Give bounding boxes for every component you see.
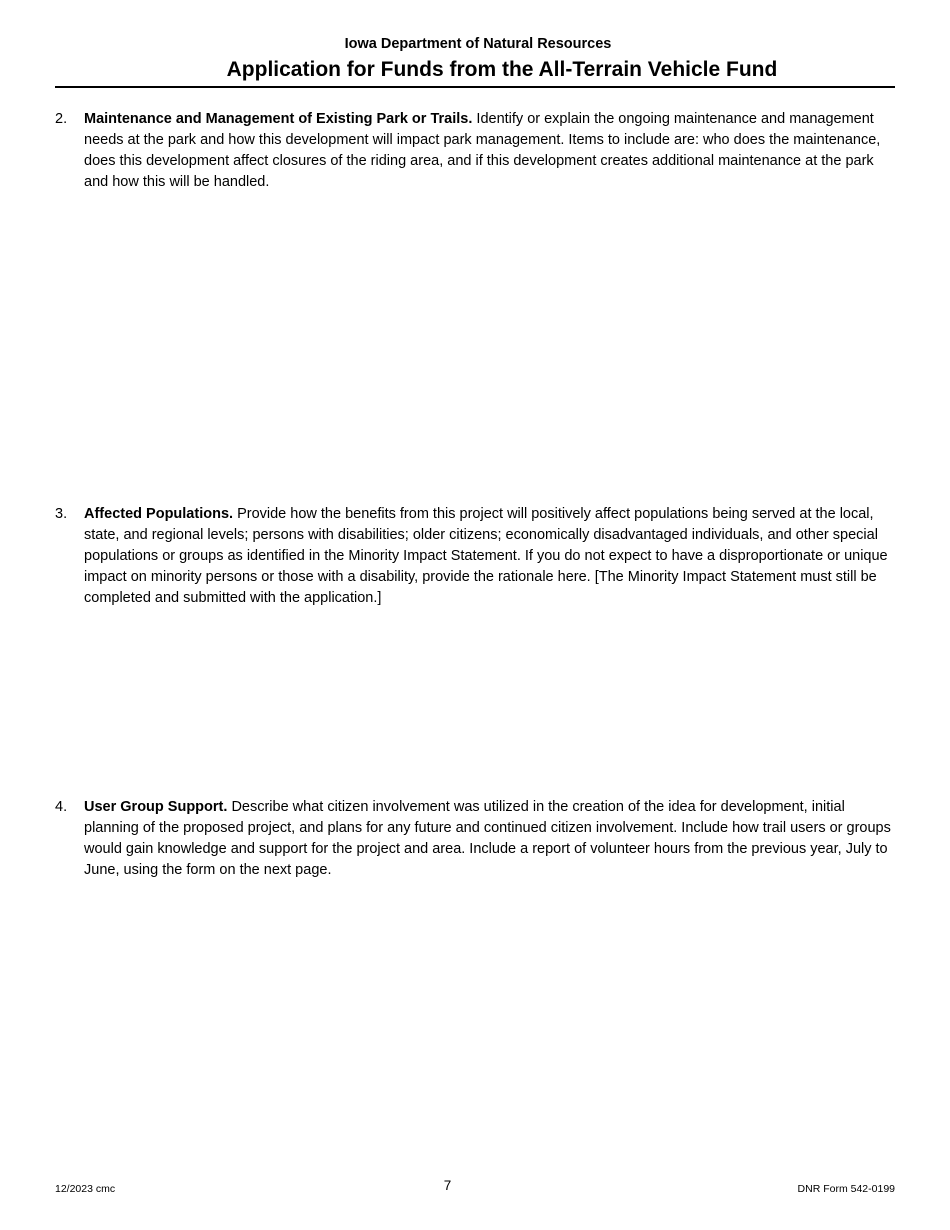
header-divider <box>55 86 895 88</box>
footer-form-id: DNR Form 542-0199 <box>797 1183 895 1195</box>
section-affected-populations <box>55 504 895 609</box>
section-text: Identify or explain the ongoing maintenance and management needs at the park and how this development will impact park management. Items to include are: who does the maintenance, does this development affect closures of the riding area, and if this development creates additional maintenance at the park and how this will be handled. <box>84 111 881 190</box>
section-text: Provide how the benefits from this project will positively affect populations being served at the local, state, and regional levels; persons with disabilities; older citizens; economically disadvantaged individuals, and other special populations or groups as identified in the Minority Impact Statement. If you do not expect to have a disproportionate or unique impact on minority persons or those with a disability, provide the rationale here. [The Minority Impact Statement must still be completed and submitted with the application.] <box>84 506 888 606</box>
section-number: 4. <box>55 799 68 815</box>
section-heading: Maintenance and Management of Existing Park or Trails. <box>84 111 473 127</box>
footer-revision: 12/2023 cmc <box>55 1183 116 1195</box>
section-heading: Affected Populations. <box>84 506 234 522</box>
section-body <box>84 504 895 609</box>
section-body <box>84 797 895 881</box>
page-title: Application for Funds from the All-Terrain Vehicle Fund <box>226 58 778 81</box>
section-number: 2. <box>55 111 68 127</box>
section-body <box>84 109 895 193</box>
section-heading: User Group Support. <box>84 799 228 815</box>
page-number: 7 <box>443 1178 452 1193</box>
section-text: Describe what citizen involvement was utilized in the creation of the idea for development, initial planning of the proposed project, and plans for any future and continued citizen involvement. Include how trail users or groups would gain knowledge and support for the project and area. Include a report of volunteer hours from the previous year, July to June, using the form on the next page. <box>84 799 891 878</box>
section-number: 3. <box>55 506 68 522</box>
section-maintenance-management <box>55 109 895 193</box>
agency-name: Iowa Department of Natural Resources <box>344 36 612 52</box>
section-user-group-support <box>55 797 895 881</box>
